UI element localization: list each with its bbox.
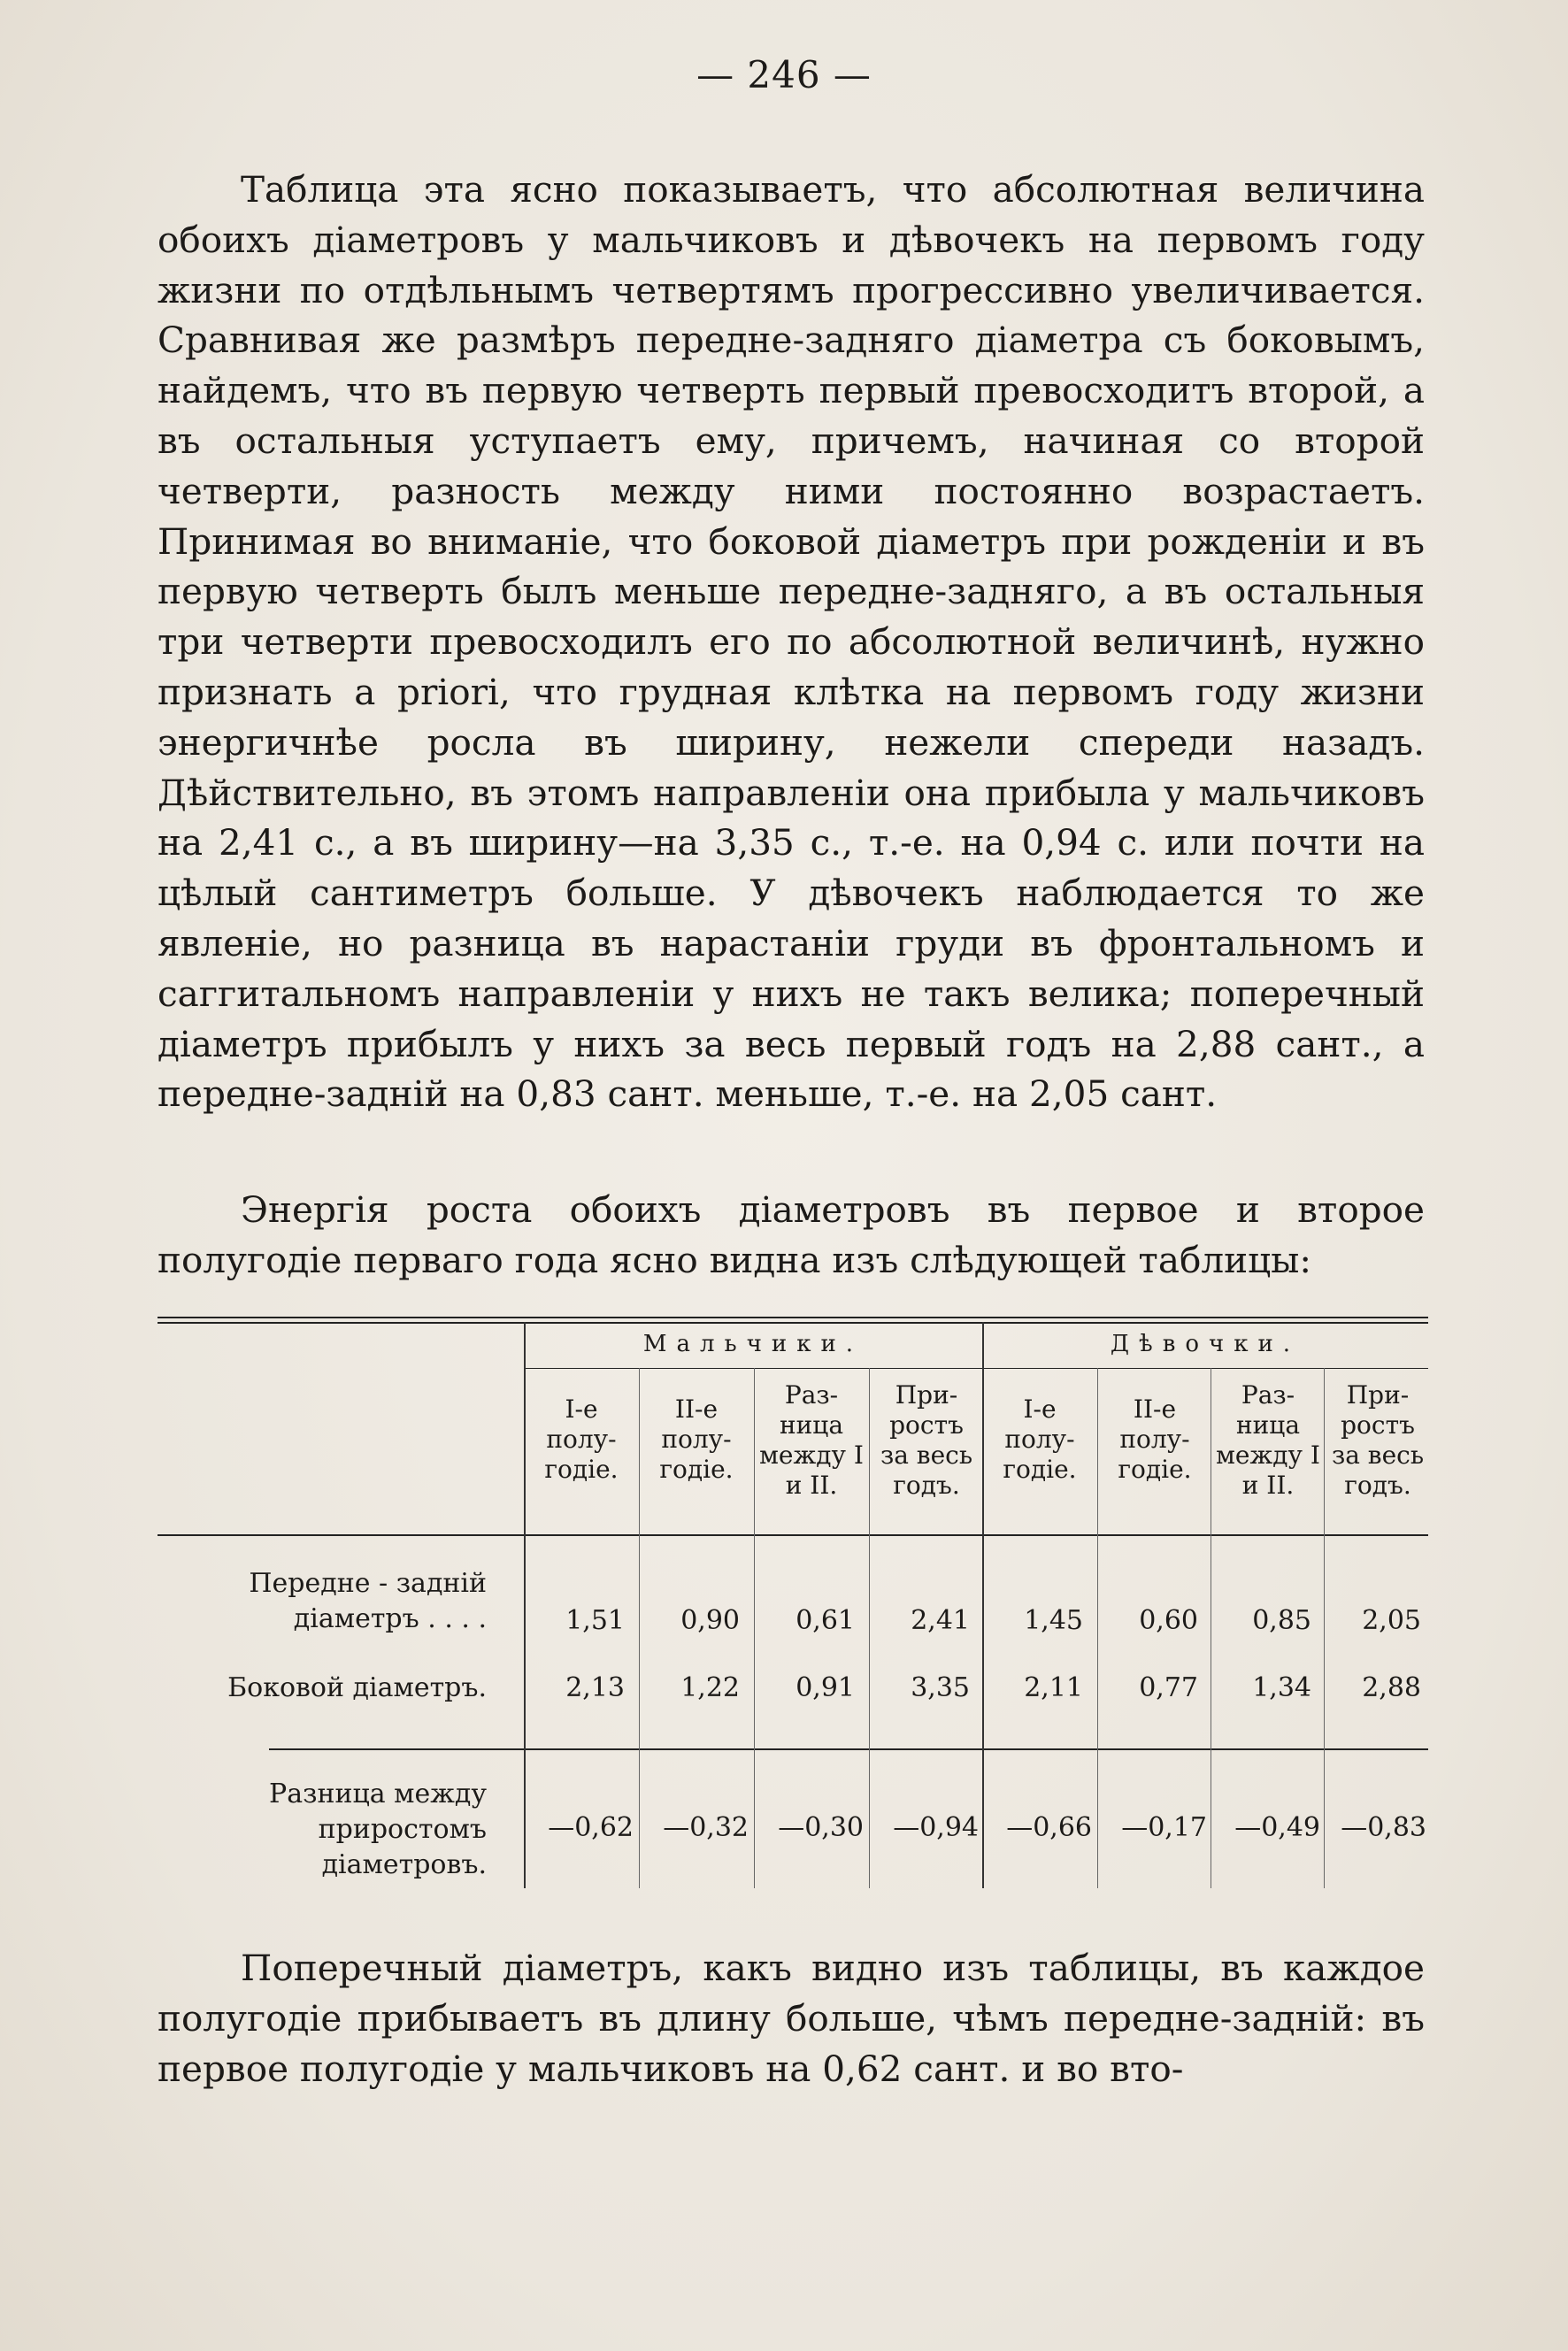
table-top-rule-2 [158, 1322, 1428, 1324]
paragraph-text: Поперечный діаметръ, какъ видно изъ таблицы, въ каждое полугодіе прибываетъ въ длину больше, чѣмъ передне-задній: въ первое полугодіе у мальчиковъ на 0,62 сант. и во вто- [158, 1947, 1425, 2090]
data-table [158, 1310, 1428, 1904]
table-cell: 0,91 [796, 1672, 855, 1703]
group-header-girls: Дѣвочки. [1110, 1331, 1301, 1357]
table-cell: 2,41 [911, 1605, 970, 1636]
table-cell: 1,51 [565, 1605, 625, 1636]
paragraph-3 [158, 1943, 1425, 2094]
table-cell: —0,66 [1006, 1812, 1092, 1843]
table-cell: 3,35 [911, 1672, 970, 1703]
table-cell: 0,77 [1139, 1672, 1198, 1703]
table-cell: —0,83 [1341, 1812, 1426, 1843]
table-cell: 0,61 [796, 1605, 855, 1636]
col-header-yearly-gain: При-ростъ за весь годъ. [1331, 1380, 1425, 1500]
table-cell: 1,34 [1252, 1672, 1311, 1703]
table-cell: 2,11 [1024, 1672, 1083, 1703]
row-label-lateral: Боковой діаметръ. [227, 1672, 487, 1703]
col-header-difference: Раз-ница между I и II. [759, 1380, 864, 1500]
col-header-difference: Раз-ница между I и II. [1216, 1380, 1320, 1500]
table-cell: 0,85 [1252, 1605, 1311, 1636]
table-cell: —0,62 [548, 1812, 634, 1843]
group-header-rule [524, 1368, 1428, 1369]
page-number: — 246 — [696, 53, 872, 96]
table-cell: 2,88 [1362, 1672, 1421, 1703]
difference-rule [269, 1748, 1428, 1750]
paragraph-text: Таблица эта ясно показываетъ, что абсолютная величина обоихъ діаметровъ у мальчиковъ и дѣвочекъ на первомъ году жизни по отдѣльнымъ четвертямъ прогрессивно увеличивается. Сравнивая же размѣръ передне-задняго діаметра съ боковымъ, найдемъ, что въ первую четверть первый превосходитъ второй, а въ остальныя уступаетъ ему, причемъ, начиная со второй четверти, разность между ними постоянно возрастаетъ. Принимая во вниманіе, что боковой діаметръ при рожденіи и въ первую четверть былъ меньше передне-задняго, а въ остальныя три четверти превосходилъ его по абсолютной величинѣ, нужно признать a priori, что грудная клѣтка на первомъ году жизни энергичнѣе росла въ ширину, нежели спереди назадъ. Дѣйствительно, въ этомъ направленіи она прибыла у мальчиковъ на 2,41 с., а въ ширину—на 3,35 с., т.-е. на 0,94 с. или почти на цѣлый сантиметръ больше. У дѣвочекъ наблюдается то же явленіе, но разница въ нарастаніи груди въ фронтальномъ и саггитальномъ направленіи у нихъ не такъ велика; поперечный діаметръ прибылъ у нихъ за весь первый годъ на 2,88 сант., а передне-задній на 0,83 сант. меньше, т.-е. на 2,05 сант. [158, 168, 1425, 1116]
col-header-half2: II-е полу-годіе. [659, 1394, 734, 1484]
paragraph-1 [158, 165, 1425, 1119]
table-cell: —0,94 [893, 1812, 979, 1843]
table-cell: —0,17 [1121, 1812, 1207, 1843]
table-cell: 2,05 [1362, 1605, 1421, 1636]
table-cell: —0,49 [1234, 1812, 1320, 1843]
table-cell: 0,90 [680, 1605, 740, 1636]
group-header-boys: Мальчики. [642, 1331, 864, 1357]
table-cell: 0,60 [1139, 1605, 1198, 1636]
table-cell: 1,45 [1024, 1605, 1083, 1636]
table-cell: 2,13 [565, 1672, 625, 1703]
paragraph-2 [158, 1185, 1425, 1286]
col-header-half1: I-е полу-годіе. [544, 1394, 619, 1484]
col-header-half2: II-е полу-годіе. [1118, 1394, 1192, 1484]
col-header-yearly-gain: При-ростъ за весь годъ. [880, 1380, 973, 1500]
col-header-half1: I-е полу-годіе. [1003, 1394, 1077, 1484]
header-bottom-rule [158, 1534, 1428, 1536]
table-top-rule [158, 1317, 1428, 1318]
table-cell: —0,30 [778, 1812, 864, 1843]
row-label-difference: Разница между приростомъ діаметровъ. [269, 1779, 487, 1880]
paragraph-text: Энергія роста обоихъ діаметровъ въ первое и второе полугодіе перваго года ясно видна изъ слѣдующей таблицы: [158, 1188, 1425, 1281]
table-cell: —0,32 [663, 1812, 749, 1843]
table-cell: 1,22 [680, 1672, 740, 1703]
row-label-anteroposterior: Передне - задній діаметръ . . . . [249, 1568, 487, 1634]
